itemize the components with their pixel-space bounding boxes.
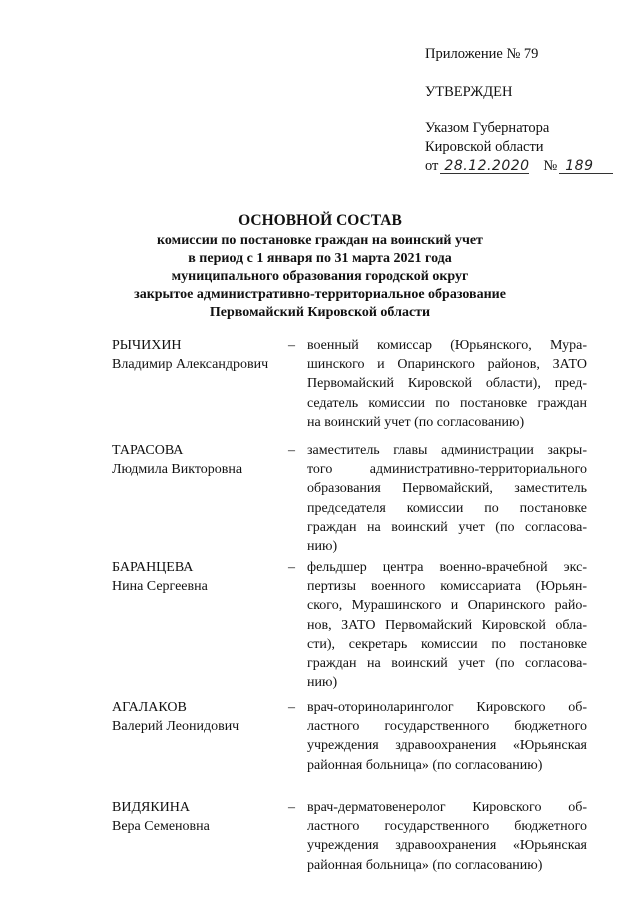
title-line: муниципального образования городской округ: [171, 269, 469, 284]
commission-member-list: [112, 336, 592, 908]
member-position: [307, 441, 587, 556]
member-dash: –: [288, 800, 295, 815]
decree-line-1: Указом Губернатора: [425, 120, 550, 136]
position-line: того административно-территориального: [307, 462, 587, 478]
title-line: Первомайский Кировской области: [209, 305, 431, 320]
position-line: районная больница» (по согласованию): [307, 857, 543, 873]
member-dash: –: [288, 700, 295, 715]
member-given-names: Нина Сергеевна: [112, 579, 208, 594]
member-position: [307, 698, 587, 775]
position-line: сти), секретарь комиссии по постановке: [307, 636, 587, 652]
member-entry: [112, 558, 592, 698]
title-main: ОСНОВНОЙ СОСТАВ: [238, 212, 402, 229]
decree-date-number-line: [425, 157, 630, 176]
number-label: №: [543, 158, 558, 174]
position-line: седатель комиссии по постановке граждан: [307, 395, 587, 411]
member-position: [307, 798, 587, 875]
position-line: на воинский учет (по согласованию): [307, 414, 525, 430]
member-dash: –: [288, 560, 295, 575]
member-given-names: Людмила Викторовна: [112, 462, 243, 477]
member-given-names: Владимир Александрович: [112, 357, 269, 372]
title-line: закрытое административно-территориальное образование: [134, 287, 506, 302]
position-line: нию): [307, 675, 338, 691]
member-surname: БАРАНЦЕВА: [112, 560, 194, 575]
member-surname: РЫЧИХИН: [112, 338, 182, 353]
position-line: ластного государственного бюджетного: [307, 819, 587, 835]
decree-line-2: Кировской области: [425, 139, 544, 155]
handwritten-number: 189: [559, 159, 613, 174]
member-name: [112, 798, 290, 836]
position-line: образования Первомайский, заместитель: [307, 481, 587, 497]
position-line: нию): [307, 539, 338, 555]
member-given-names: Валерий Леонидович: [112, 719, 240, 734]
member-name: [112, 441, 290, 479]
position-line: председателя комиссии по постановке: [307, 500, 587, 516]
position-line: граждан на воинский учет (по согласова-: [307, 519, 587, 535]
handwritten-date: 28.12.2020: [440, 159, 529, 174]
position-line: районная больница» (по согласованию): [307, 757, 543, 773]
position-line: граждан на воинский учет (по согласова-: [307, 656, 587, 672]
position-line: Первомайский Кировской области), пред-: [307, 376, 587, 392]
member-entry: [112, 441, 592, 558]
position-line: ластного государственного бюджетного: [307, 719, 587, 735]
title-line: в период с 1 января по 31 марта 2021 года: [188, 251, 452, 266]
member-name: [112, 336, 290, 374]
title-line: комиссии по постановке граждан на воинский учет: [157, 233, 483, 248]
from-label: от: [425, 158, 439, 174]
member-position: [307, 336, 587, 432]
position-line: учреждения здравоохранения «Юрьянская: [307, 838, 587, 854]
member-entry: [112, 798, 592, 908]
position-line: пертизы военного комиссариата (Юрьян-: [307, 579, 587, 595]
member-given-names: Вера Семеновна: [112, 819, 210, 834]
member-name: [112, 558, 290, 596]
position-line: врач-дерматовенеролог Кировского об-: [307, 800, 587, 815]
member-position: [307, 558, 587, 692]
position-line: военный комиссар (Юрьянского, Мура-: [307, 338, 587, 353]
approved-label: УТВЕРЖДЕН: [425, 84, 513, 100]
member-name: [112, 698, 290, 736]
member-surname: АГАЛАКОВ: [112, 700, 187, 715]
position-line: шинского и Опаринского районов, ЗАТО: [307, 357, 587, 373]
position-line: фельдшер центра военно-врачебной экс-: [307, 560, 587, 575]
position-line: ского, Мурашинского и Опаринского райо-: [307, 598, 587, 614]
position-line: врач-оториноларинголог Кировского об-: [307, 700, 587, 715]
position-line: заместитель главы администрации закры-: [307, 443, 587, 458]
member-surname: ВИДЯКИНА: [112, 800, 191, 815]
position-line: нов, ЗАТО Первомайский Кировской обла-: [307, 617, 587, 633]
member-dash: –: [288, 338, 295, 353]
member-entry: [112, 698, 592, 798]
appendix-number: Приложение № 79: [425, 46, 539, 62]
member-entry: [112, 336, 592, 441]
member-surname: ТАРАСОВА: [112, 443, 184, 458]
document-title: [110, 210, 530, 322]
member-dash: –: [288, 443, 295, 458]
approval-stamp-block: [425, 45, 630, 176]
position-line: учреждения здравоохранения «Юрьянская: [307, 738, 587, 754]
